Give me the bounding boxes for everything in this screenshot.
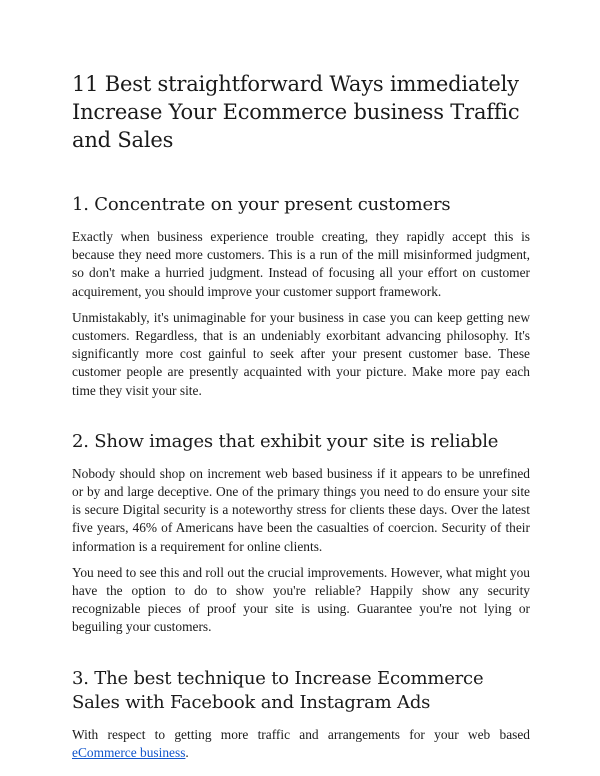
document-title: 11 Best straightforward Ways immediately Increase Your Ecommerce business Traffic and Sales (72, 72, 520, 152)
section-heading: 3. The best technique to Increase Ecommerce Sales with Facebook and Instagram Ads (72, 667, 484, 713)
section-3 (72, 667, 530, 762)
paragraph: You need to see this and roll out the crucial improvements. However, what might you have the option to do to show you're reliable? Happily show any security recognizable pieces of proof your site is using. Guarantee you're not lying or beguiling your customers. (72, 564, 530, 635)
paragraph-end: . (185, 744, 189, 760)
section-heading: 2. Show images that exhibit your site is reliable (72, 430, 499, 452)
section-2 (72, 430, 530, 637)
paragraph-intro: With respect to getting more traffic and arrangements for your web based (72, 726, 530, 742)
paragraph (72, 726, 530, 762)
ecommerce-business-link[interactable]: eCommerce business (72, 744, 186, 760)
paragraph: Unmistakably, it's unimaginable for your business in case you can keep getting new customers. Regardless, that is an undeniably exorbitant advancing philosophy. It's significantly more cost gainful to seek after your present customer base. These customer people are presently acquainted with your picture. Make more pay each time they visit your site. (72, 309, 530, 398)
paragraph: Exactly when business experience trouble creating, they rapidly accept this is because they need more customers. This is a run of the mill misinformed judgment, so don't make a hurried judgment. Instead of focusing all your effort on customer acquirement, you should improve your customer support framework. (72, 229, 530, 299)
paragraph: Nobody should shop on increment web based business if it appears to be unrefined or by and large deceptive. One of the primary things you need to do ensure your site is secure Digital security is a noteworthy stress for clients these days. Over the latest five years, 46% of Americans have been the casualties of coercion. Security of their information is a requirement for online clients. (72, 465, 530, 554)
section-heading: 1. Concentrate on your present customers (72, 194, 451, 215)
document-page (72, 70, 530, 770)
section-1 (72, 193, 530, 400)
